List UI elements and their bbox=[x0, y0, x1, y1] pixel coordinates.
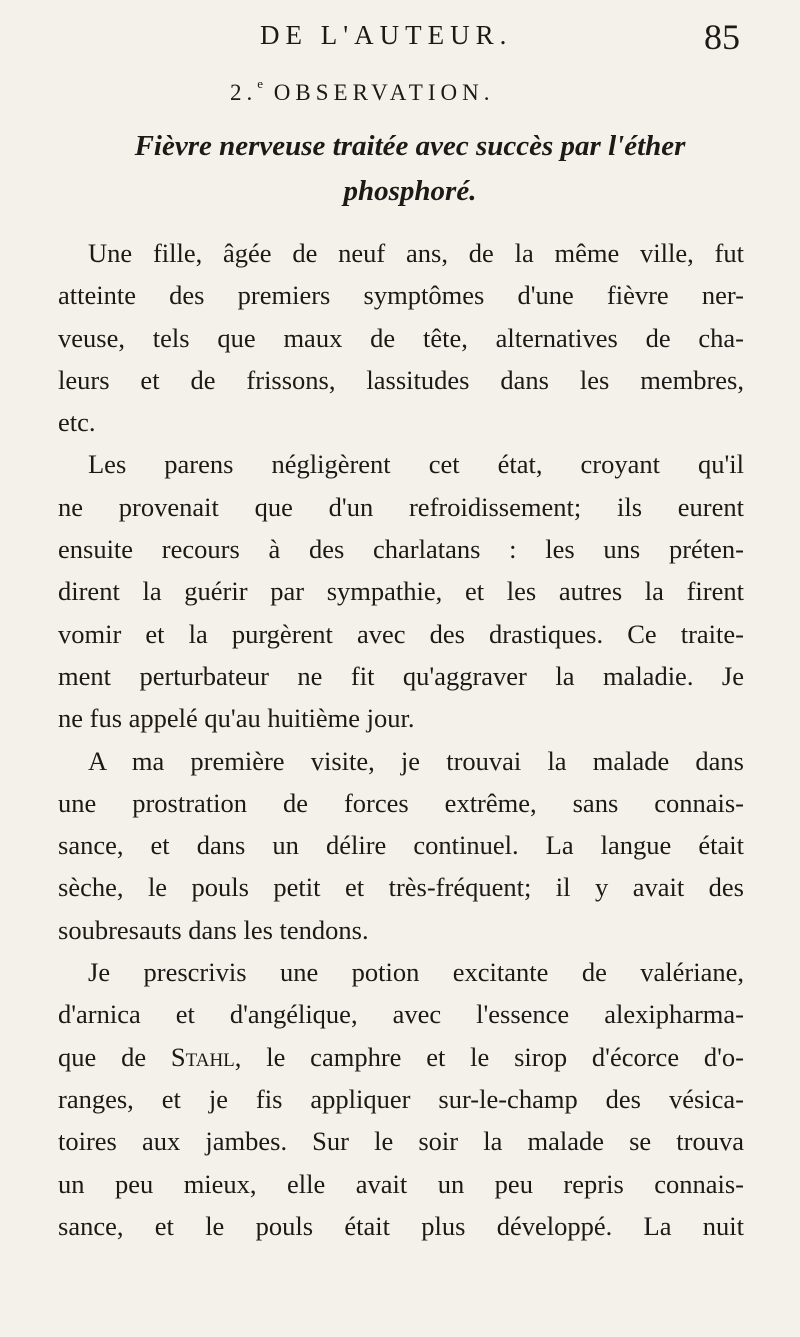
text-line: ne fus appelé qu'au huitième jour. bbox=[58, 703, 415, 734]
running-title: DE L'AUTEUR. bbox=[260, 20, 513, 50]
text-line: etc. bbox=[58, 407, 96, 438]
text-line: que de Stahl, le camphre et le sirop d'écorce d'o- bbox=[58, 1041, 745, 1072]
text-line: Je prescrivis une potion excitante de valériane, bbox=[88, 957, 744, 988]
text-line: d'arnica et d'angélique, avec l'essence alexipharma- bbox=[58, 999, 744, 1030]
text-line: ranges, et je fis appliquer sur-le-champ des vésica- bbox=[58, 1083, 744, 1114]
text-line: leurs et de frissons, lassitudes dans les membres, bbox=[58, 364, 744, 395]
running-head bbox=[260, 17, 740, 60]
page-number: 85 bbox=[704, 17, 740, 57]
text-line: Une fille, âgée de neuf ans, de la même ville, fut bbox=[88, 238, 744, 268]
text-line: A ma première visite, je trouvai la malade dans bbox=[88, 745, 744, 776]
subtitle-line: phosphoré. bbox=[343, 175, 477, 207]
text-line: ensuite recours à des charlatans : les uns préten- bbox=[58, 534, 744, 565]
text-line: sance, et dans un délire continuel. La langue était bbox=[58, 830, 744, 861]
text-line: toires aux jambes. Sur le soir la malade se trouva bbox=[58, 1126, 744, 1157]
text-line: Les parens négligèrent cet état, croyant qu'il bbox=[88, 449, 744, 480]
author-name-smallcaps: Stahl bbox=[170, 1041, 235, 1072]
text-line: ne provenait que d'un refroidissement; ils eurent bbox=[58, 491, 744, 522]
subtitle-line: Fièvre nerveuse traitée avec succès par l'éther bbox=[134, 130, 686, 162]
text-line: un peu mieux, elle avait un peu repris connais- bbox=[58, 1168, 744, 1199]
observation-heading bbox=[230, 76, 494, 106]
observation-number: 2. bbox=[230, 80, 258, 105]
text-line: sèche, le pouls petit et très-fréquent; il y avait des bbox=[58, 872, 744, 903]
text-line: une prostration de forces extrême, sans connais- bbox=[58, 787, 744, 818]
text-line: veuse, tels que maux de tête, alternatives de cha- bbox=[58, 322, 744, 353]
text-line: ment perturbateur ne fit qu'aggraver la maladie. Je bbox=[58, 660, 744, 691]
text-line: atteinte des premiers symptômes d'une fièvre ner- bbox=[58, 280, 744, 311]
text-line: dirent la guérir par sympathie, et les autres la firent bbox=[58, 576, 744, 607]
observation-suffix: e bbox=[257, 76, 264, 91]
text-line: soubresauts dans les tendons. bbox=[58, 914, 369, 945]
section-subtitle bbox=[70, 124, 750, 214]
text-line: sance, et le pouls était plus développé. La nuit bbox=[58, 1210, 744, 1241]
body-text bbox=[58, 232, 744, 1247]
observation-label: OBSERVATION. bbox=[273, 80, 495, 105]
text-line: vomir et la purgèrent avec des drastiques. Ce traite- bbox=[58, 618, 744, 649]
